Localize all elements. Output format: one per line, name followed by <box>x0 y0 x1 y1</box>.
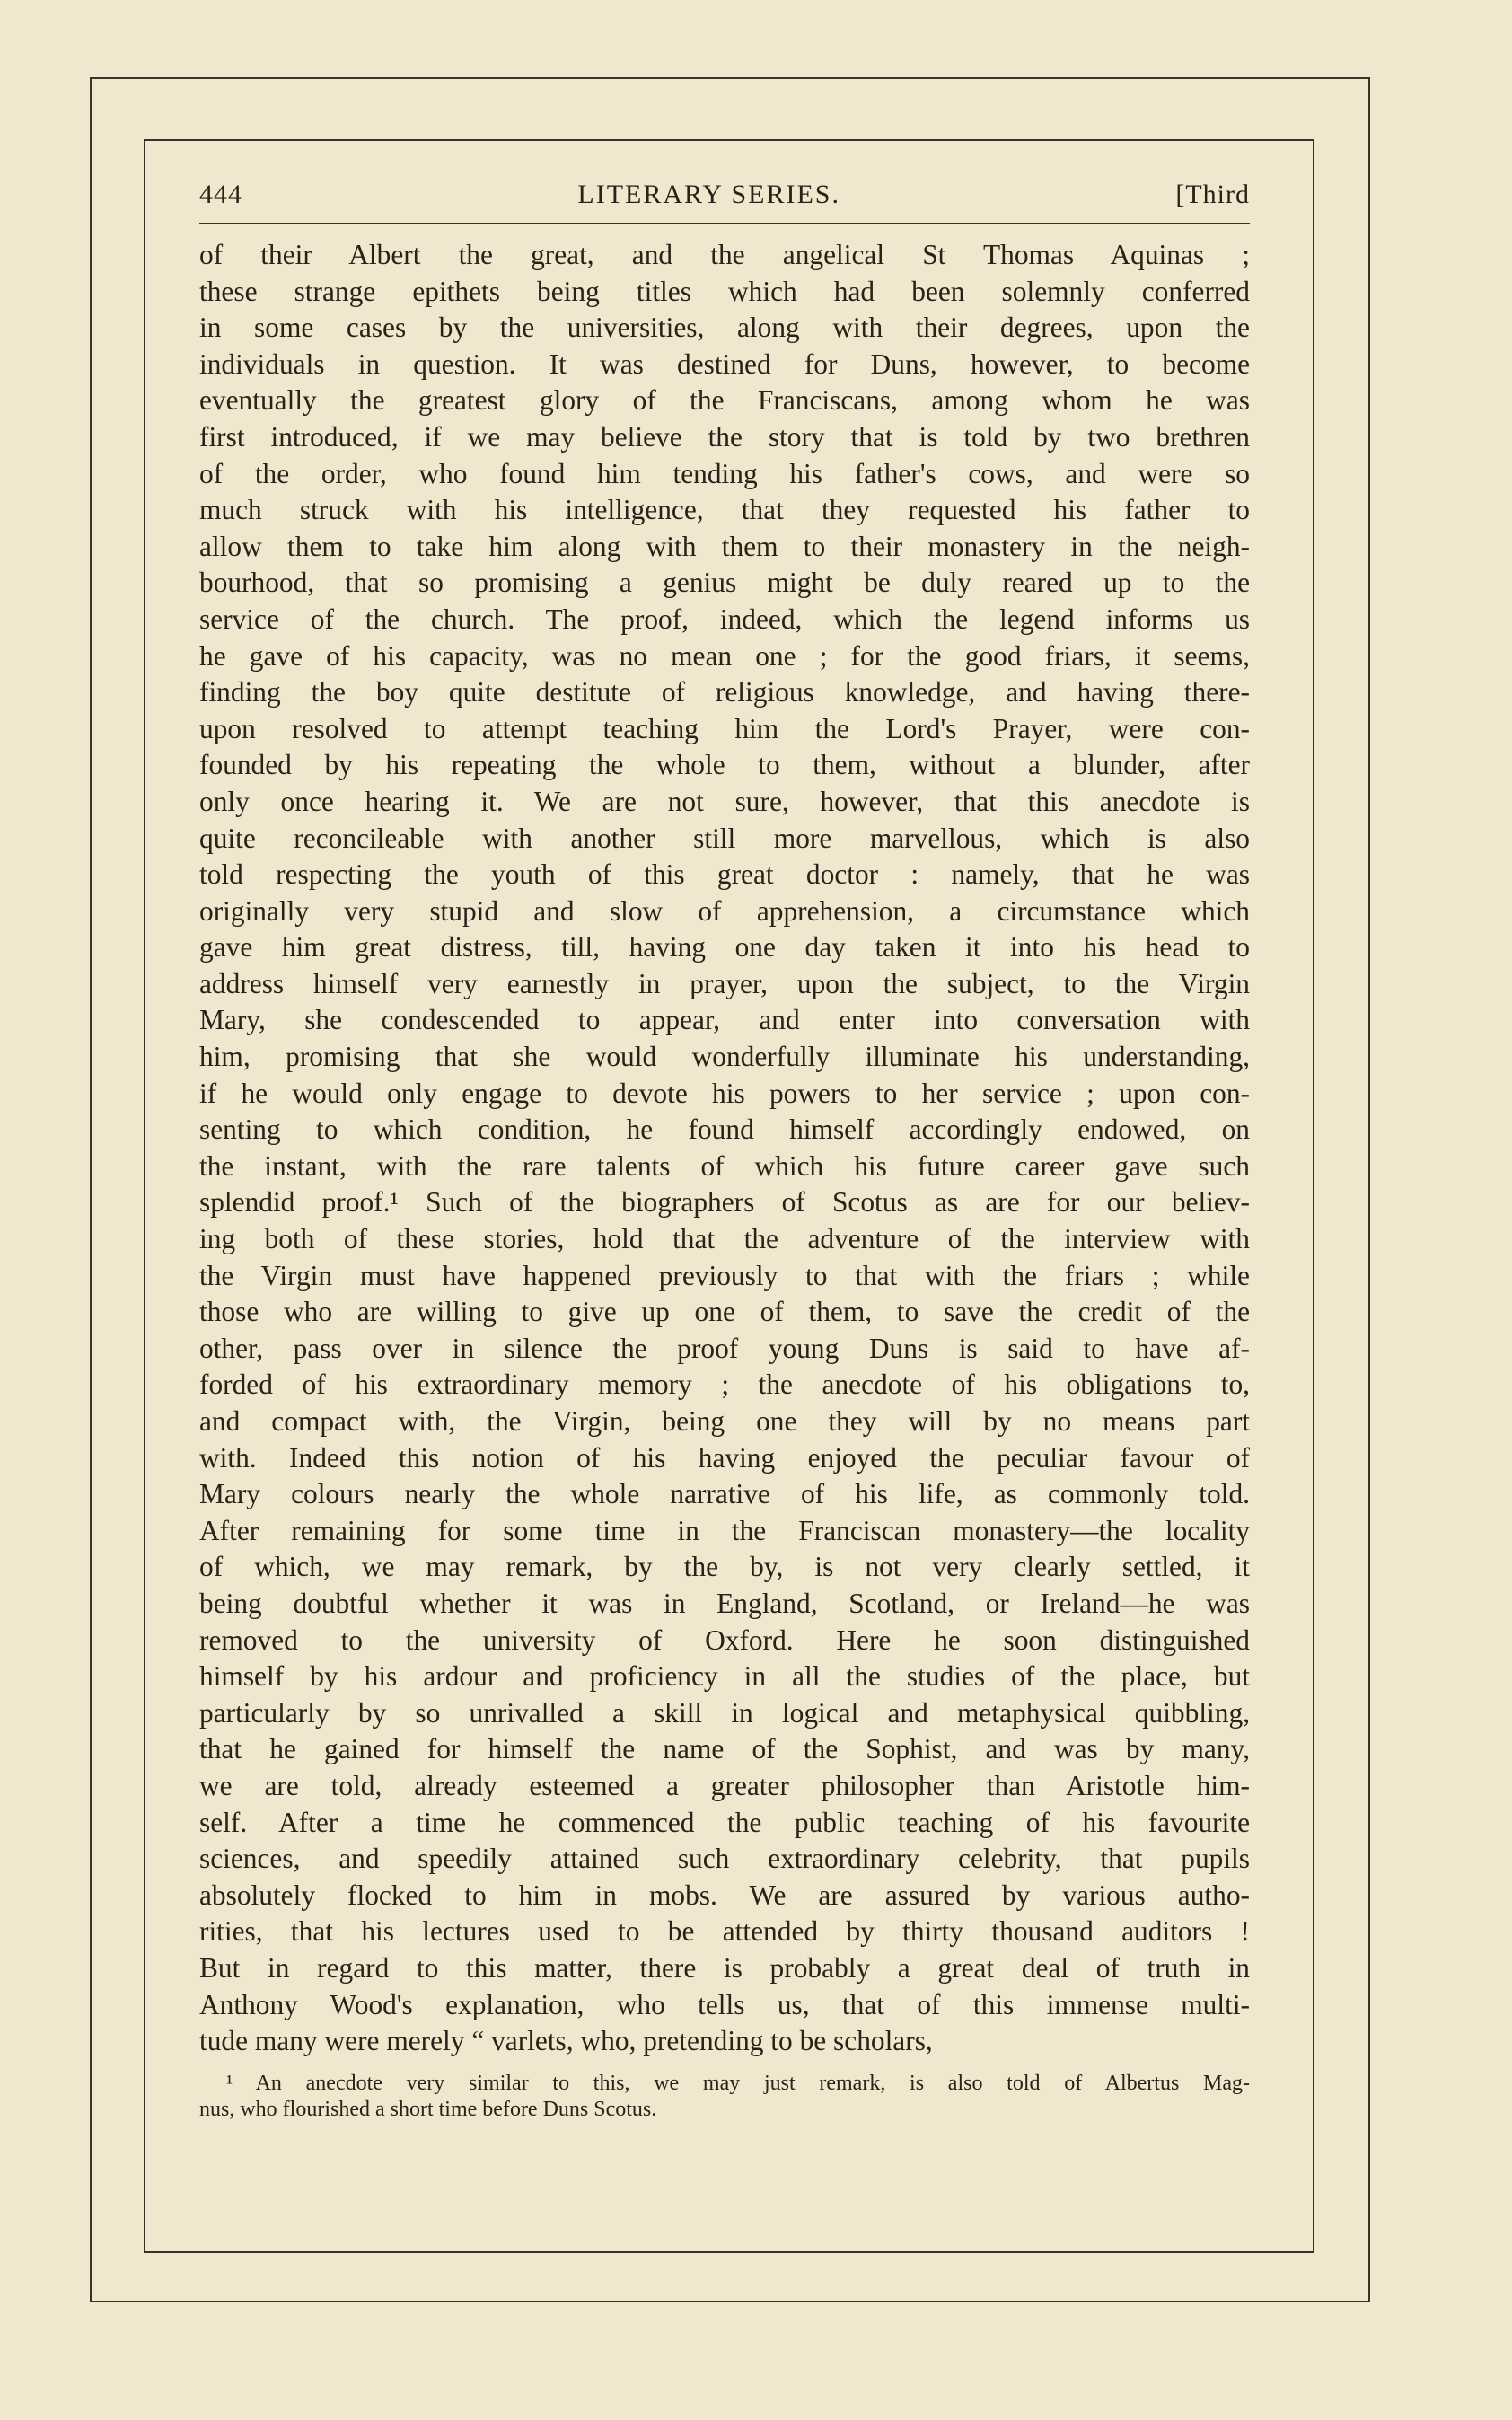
text-line: sciences, and speedily attained such extraordinary celebrity, that pupils <box>199 1843 1250 1875</box>
page-number: 444 <box>199 180 242 209</box>
text-line: ing both of these stories, hold that the adventure of the interview with <box>199 1223 1250 1255</box>
text-line: with. Indeed this notion of his having enjoyed the peculiar favour of <box>199 1441 1250 1474</box>
text-line: After remaining for some time in the Franciscan monastery—the locality <box>199 1514 1250 1546</box>
body-text <box>199 237 1250 2060</box>
text-line: of the order, who found him tending his father's cows, and were so <box>199 457 1250 489</box>
text-line: rities, that his lectures used to be attended by thirty thousand auditors ! <box>199 1915 1250 1948</box>
text-line: and compact with, the Virgin, being one they will by no means part <box>199 1405 1250 1437</box>
running-header <box>199 180 1250 224</box>
text-line: him, promising that she would wonderfully illuminate his understanding, <box>199 1041 1250 1073</box>
section-label: [Third <box>1175 180 1250 209</box>
text-line: of which, we may remark, by the by, is not very clearly settled, it <box>199 1551 1250 1583</box>
text-line: senting to which condition, he found himself accordingly endowed, on <box>199 1113 1250 1146</box>
text-line: the instant, with the rare talents of which his future career gave such <box>199 1149 1250 1182</box>
text-line: in some cases by the universities, along with their degrees, upon the <box>199 312 1250 344</box>
text-line: But in regard to this matter, there is probably a great deal of truth in <box>199 1951 1250 1984</box>
text-line: only once hearing it. We are not sure, however, that this anecdote is <box>199 785 1250 817</box>
text-line: told respecting the youth of this great doctor : namely, that he was <box>199 858 1250 891</box>
text-line: much struck with his intelligence, that they requested his father to <box>199 494 1250 526</box>
text-line: being doubtful whether it was in England, Scotland, or Ireland—he was <box>199 1587 1250 1619</box>
text-line: that he gained for himself the name of the Sophist, and was by many, <box>199 1733 1250 1765</box>
text-line: splendid proof.¹ Such of the biographers of Scotus as are for our believ- <box>199 1186 1250 1219</box>
text-line: address himself very earnestly in prayer, upon the subject, to the Virgin <box>199 967 1250 999</box>
footnote-line: ¹ An anecdote very similar to this, we may just remark, is also told of Albertus Mag- <box>226 2071 1250 2095</box>
text-line: absolutely flocked to him in mobs. We are assured by various autho- <box>199 1879 1250 1911</box>
footnote-line: nus, who flourished a short time before Duns Scotus. <box>199 2097 657 2121</box>
text-line: first introduced, if we may believe the story that is told by two brethren <box>199 420 1250 453</box>
text-line: we are told, already esteemed a greater philosopher than Aristotle him- <box>199 1769 1250 1801</box>
text-line: the Virgin must have happened previously to that with the friars ; while <box>199 1259 1250 1291</box>
text-line: Mary, she condescended to appear, and enter into conversation with <box>199 1004 1250 1036</box>
text-line: tude many were merely “ varlets, who, pretending to be scholars, <box>199 2025 933 2057</box>
running-title: LITERARY SERIES. <box>577 180 840 209</box>
text-line: if he would only engage to devote his powers to her service ; upon con- <box>199 1077 1250 1109</box>
text-line: Mary colours nearly the whole narrative of his life, as commonly told. <box>199 1478 1250 1510</box>
text-line: gave him great distress, till, having one day taken it into his head to <box>199 931 1250 964</box>
text-line: quite reconcileable with another still more marvellous, which is also <box>199 822 1250 854</box>
text-line: removed to the university of Oxford. Here he soon distinguished <box>199 1624 1250 1656</box>
text-line: other, pass over in silence the proof young Duns is said to have af- <box>199 1332 1250 1364</box>
footnote <box>199 2071 1250 2123</box>
text-line: originally very stupid and slow of apprehension, a circumstance which <box>199 894 1250 927</box>
text-line: finding the boy quite destitute of religious knowledge, and having there- <box>199 676 1250 708</box>
text-line: eventually the greatest glory of the Franciscans, among whom he was <box>199 384 1250 417</box>
text-line: founded by his repeating the whole to them, without a blunder, after <box>199 749 1250 781</box>
text-line: allow them to take him along with them to their monastery in the neigh- <box>199 530 1250 562</box>
text-line: those who are willing to give up one of them, to save the credit of the <box>199 1296 1250 1328</box>
text-line: self. After a time he commenced the public teaching of his favourite <box>199 1806 1250 1838</box>
text-line: forded of his extraordinary memory ; the anecdote of his obligations to, <box>199 1368 1250 1401</box>
text-line: service of the church. The proof, indeed, which the legend informs us <box>199 603 1250 635</box>
text-line: individuals in question. It was destined for Duns, however, to become <box>199 348 1250 380</box>
text-line: these strange epithets being titles which had been solemnly conferred <box>199 275 1250 307</box>
text-line: of their Albert the great, and the angelical St Thomas Aquinas ; <box>199 239 1250 270</box>
text-line: bourhood, that so promising a genius might be duly reared up to the <box>199 567 1250 599</box>
text-line: upon resolved to attempt teaching him the Lord's Prayer, were con- <box>199 712 1250 744</box>
text-line: he gave of his capacity, was no mean one ; for the good friars, it seems, <box>199 639 1250 672</box>
text-line: Anthony Wood's explanation, who tells us, that of this immense multi- <box>199 1988 1250 2020</box>
text-line: himself by his ardour and proficiency in all the studies of the place, but <box>199 1660 1250 1693</box>
text-line: particularly by so unrivalled a skill in logical and metaphysical quibbling, <box>199 1696 1250 1729</box>
page-content <box>199 180 1250 2123</box>
